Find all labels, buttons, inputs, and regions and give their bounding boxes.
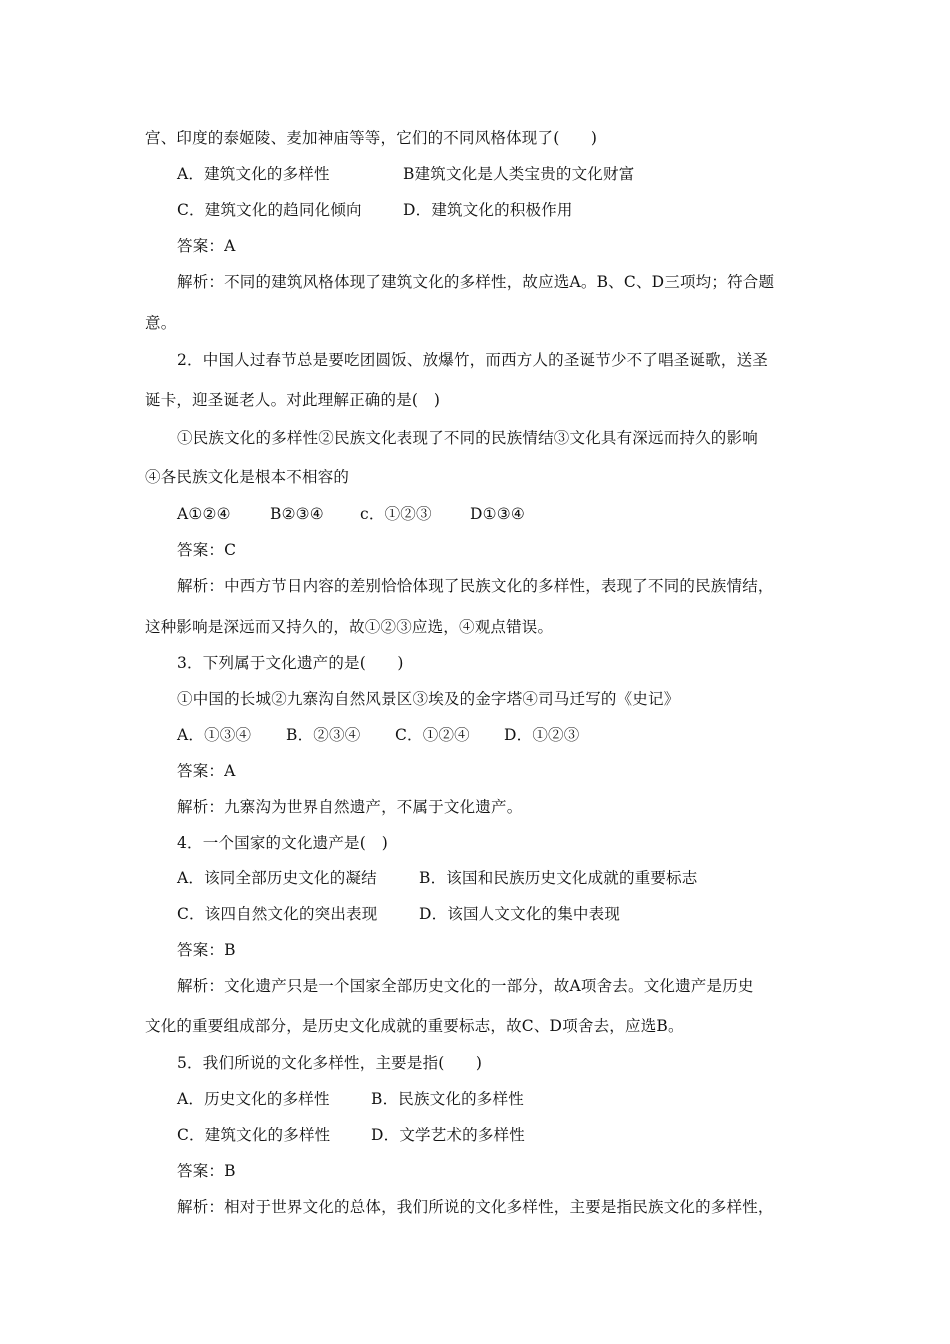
option-4a: A．该同全部历史文化的凝结 [177,869,377,887]
option-3d: D．①②③ [504,726,580,744]
question-1-stem-continuation: 宫、印度的泰姬陵、麦加神庙等等，它们的不同风格体现了( ) [145,129,598,147]
question-2-statements-line-2: ④各民族文化是根本不相容的 [145,468,350,486]
question-3-stem: 3．下列属于文化遗产的是( ) [177,654,404,672]
answer-3: 答案：A [177,762,236,780]
explanation-4-line-2: 文化的重要组成部分，是历史文化成就的重要标志，故C、D项舍去，应选B。 [145,1017,684,1035]
option-3c: C．①②④ [395,726,470,744]
option-2b: B②③④ [270,505,324,523]
question-5-stem: 5．我们所说的文化多样性，主要是指( ) [177,1054,483,1072]
question-4-stem: 4．一个国家的文化遗产是( ) [177,834,388,852]
option-4c: C．该四自然文化的突出表现 [177,905,378,923]
option-4b: B．该国和民族历史文化成就的重要标志 [419,869,698,887]
answer-4: 答案：B [177,941,236,959]
option-4d: D．该国人文文化的集中表现 [419,905,621,923]
option-2c: c．①②③ [360,505,432,523]
explanation-5-line-1: 解析：相对于世界文化的总体，我们所说的文化多样性，主要是指民族文化的多样性， [177,1198,774,1216]
explanation-2-line-1: 解析：中西方节日内容的差别恰恰体现了民族文化的多样性，表现了不同的民族情结， [177,577,774,595]
question-2-stem-line-2: 诞卡，迎圣诞老人。对此理解正确的是( ) [145,391,441,409]
option-1a: A．建筑文化的多样性 [177,165,330,183]
option-5d: D．文学艺术的多样性 [371,1126,525,1144]
option-2d: D①③④ [470,505,525,523]
option-2a: A①②④ [177,505,231,523]
answer-2: 答案：C [177,541,237,559]
answer-1: 答案：A [177,237,236,255]
option-3b: B．②③④ [286,726,361,744]
option-1d: D．建筑文化的积极作用 [403,201,573,219]
option-5b: B．民族文化的多样性 [371,1090,524,1108]
option-5c: C．建筑文化的多样性 [177,1126,331,1144]
question-2-statements-line-1: ①民族文化的多样性②民族文化表现了不同的民族情结③文化具有深远而持久的影响 [177,429,758,447]
explanation-1-line-1: 解析：不同的建筑风格体现了建筑文化的多样性，故应选A。B、C、D三项均；符合题 [177,273,775,291]
question-3-statements: ①中国的长城②九寨沟自然风景区③埃及的金字塔④司马迁写的《史记》 [177,690,680,708]
answer-5: 答案：B [177,1162,236,1180]
option-5a: A．历史文化的多样性 [177,1090,330,1108]
option-1c: C．建筑文化的趋同化倾向 [177,201,362,219]
option-1b: B建筑文化是人类宝贵的文化财富 [403,165,635,183]
option-3a: A．①③④ [177,726,252,744]
explanation-4-line-1: 解析：文化遗产只是一个国家全部历史文化的一部分，故A项舍去。文化遗产是历史 [177,977,754,995]
question-2-stem-line-1: 2．中国人过春节总是要吃团圆饭、放爆竹，而西方人的圣诞节少不了唱圣诞歌，送圣 [177,351,768,369]
explanation-1-line-2: 意。 [145,314,177,332]
explanation-3: 解析：九寨沟为世界自然遗产，不属于文化遗产。 [177,798,523,816]
explanation-2-line-2: 这种影响是深远而又持久的，故①②③应选，④观点错误。 [145,618,554,636]
